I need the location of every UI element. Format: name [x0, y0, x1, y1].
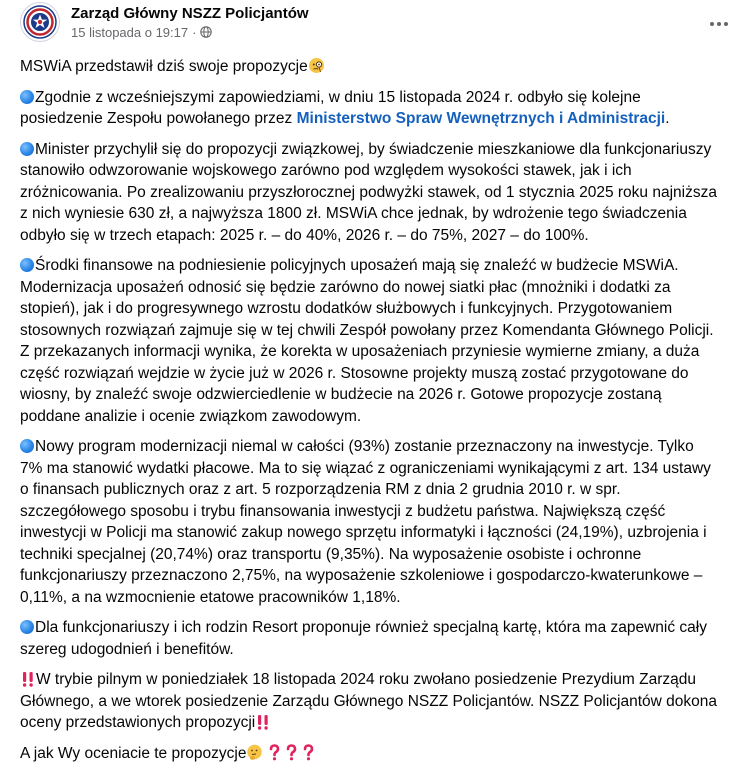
p2-text: Minister przychylił się do propozycji związkowej, by świadczenie mieszkaniowe dla funkcjonariuszy stanowiło odwzorowanie wojskowego zarówno pod względem wysokości stawek, jak i ich zróżnicowania. Po zrealizowaniu przyszłorocznej podwyżki stawek, od 1 stycznia 2025 roku najniższa z nich wyniesie 630 zł, a najwyższa 1800 zł. MSWiA chce jednak, by wdrożenie tego świadczenia odbyło się w trzech etapach: 2025 r. – do 40%, 2026 r. – do 75%, 2027 – do 100%.: [20, 140, 717, 244]
blue-circle-emoji: [20, 142, 34, 156]
post-header: [20, 2, 309, 42]
avatar[interactable]: [20, 2, 60, 42]
double-exclamation-emoji: [255, 714, 271, 730]
p1-end: .: [665, 110, 670, 127]
blue-circle-emoji: [20, 620, 34, 634]
globe-icon[interactable]: [200, 26, 212, 38]
blue-circle-emoji: [20, 90, 34, 104]
p5-text: Dla funkcjonariuszy i ich rodzin Resort proponuje również specjalną kartę, która ma zapewnić cały szereg udogodnień i benefitów.: [20, 619, 707, 658]
paragraph-meeting: [20, 87, 720, 130]
more-options-icon: [709, 21, 729, 27]
blue-circle-emoji: [20, 439, 34, 453]
post-body: [20, 56, 720, 764]
ministry-page-link[interactable]: Ministerstwo Spraw Wewnętrznych i Administracji: [296, 110, 666, 127]
thinking-face-emoji: [246, 744, 263, 761]
red-question-mark-emoji: [268, 744, 281, 761]
paragraph-salaries: [20, 255, 720, 427]
paragraph-urgent: [20, 669, 720, 734]
double-exclamation-emoji: [20, 671, 36, 687]
meta-separator: ·: [192, 24, 197, 40]
blue-circle-emoji: [20, 258, 34, 272]
intro-paragraph: [20, 56, 720, 78]
paragraph-modernization: [20, 436, 720, 608]
p1-text: Zgodnie z wcześniejszymi zapowiedziami, w dniu 15 listopada 2024 r. odbyło się kolejne posiedzenie Zespołu powołanego przez: [20, 88, 641, 127]
p6-text: W trybie pilnym w poniedziałek 18 listopada 2024 roku zwołano posiedzenie Prezydium Zarządu Głównego, a we wtorek posiedzenie Zarządu Głównego NSZZ Policjantów. NSZZ Policjantów dokona oceny przedstawionych propozycji: [20, 671, 717, 731]
red-question-mark-emoji: [285, 744, 298, 761]
page-name-link[interactable]: Zarząd Główny NSZZ Policjantów: [71, 4, 309, 22]
paragraph-card: [20, 617, 720, 660]
intro-text: MSWiA przedstawił dziś swoje propozycje: [20, 58, 308, 75]
p4-text: Nowy program modernizacji niemal w całości (93%) zostanie przeznaczony na inwestycje. Tylko 7% ma stanowić wydatki płacowe. Ma to się wiązać z ograniczeniami wynikającymi z art. 134 ustawy o finansach publicznych oraz z art. 5 rozporządzenia RM z dnia 2 grudnia 2010 r. w spr. szczegółowego sposobu i trybu finansowania inwestycji z budżetu państwa. Największą część inwestycji w Policji ma stanowić zakup nowego sprzętu informatyki i łączności (24,19%), uzbrojenia i techniki specjalnej (20,74%) oraz transportu (9,35%). Na wyposażenie osobiste i ochronne funkcjonariuszy przeznaczono 2,75%, na wyposażenie szkoleniowe i gospodarczo-kwaterunkowe – 0,11%, a na wzmocnienie etatowe pracowników 1,18%.: [20, 438, 711, 606]
paragraph-housing: [20, 139, 720, 247]
closing-text: A jak Wy oceniacie te propozycje: [20, 744, 247, 762]
monocle-face-emoji: [308, 57, 325, 74]
more-options-button[interactable]: [701, 6, 737, 42]
union-emblem-icon: [23, 5, 57, 39]
p3-text: Środki finansowe na podniesienie policyjnych uposażeń mają się znaleźć w budżecie MSWiA. Modernizacja uposażeń odnosić się będzie zarówno do nowej siatki płac (mnożniki i dodatki za stopień), jak i do progresywnego wzrostu dodatków służbowych i funkcyjnych. Przygotowaniem stosownych rozwiązań zajmuje się w tej chwili Zespół powołany przez Komendanta Głównego Policji. Z przekazanych informacji wynika, że korekta w uposażeniach przyniesie wymierne zmiany, a duża część rozwiązań wejdzie w życie już w 2026 r. Stosowne projekty muszą zostać przygotowane do wiosny, by znaleźć swoje odzwierciedlenie w budżecie na 2026 r. Gotowe propozycje zostaną poddane analizie i ocenie związkom zawodowym.: [20, 257, 714, 425]
post-meta: [71, 4, 309, 41]
red-question-mark-emoji: [302, 744, 315, 761]
closing-question: [20, 743, 720, 765]
post-subline: [71, 24, 309, 41]
post-timestamp[interactable]: 15 listopada o 19:17: [71, 24, 189, 40]
